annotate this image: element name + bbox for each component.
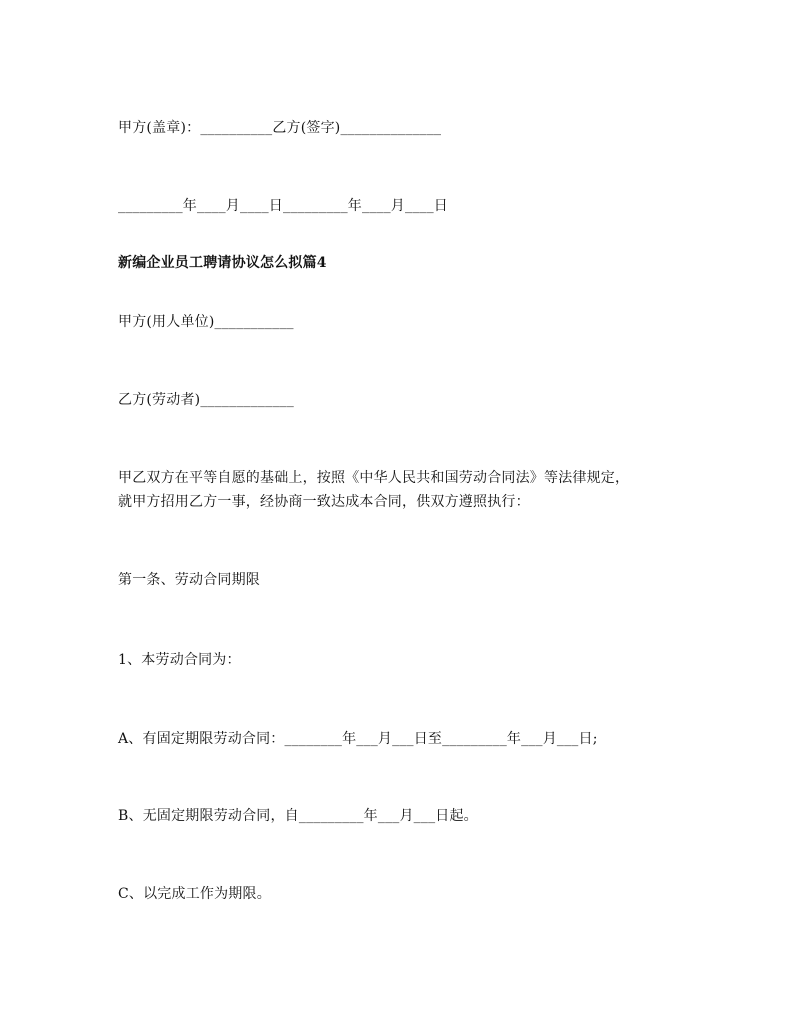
party-a-line: 甲方(用人单位)___________ (118, 314, 294, 330)
clause-1: 1、本劳动合同为： (118, 652, 241, 668)
article-1-title: 第一条、劳动合同期限 (118, 572, 260, 588)
option-c: C、以完成工作为期限。 (118, 886, 271, 902)
date-line: _________年____月____日_________年____月____日 (118, 198, 448, 214)
signature-line: 甲方(盖章)：__________乙方(签字)______________ (118, 120, 442, 136)
option-a: A、有固定期限劳动合同：________年___月___日至_________年___月___日; (118, 731, 598, 747)
party-b-line: 乙方(劳动者)_____________ (118, 392, 294, 408)
option-b: B、无固定期限劳动合同，自_________年___月___日起。 (118, 808, 478, 824)
section-title: 新编企业员工聘请协议怎么拟篇4 (118, 255, 327, 271)
intro-paragraph: 甲乙双方在平等自愿的基础上，按照《中华人民共和国劳动合同法》等法律规定， 就甲方招用乙方一事，经协商一致达成本合同，供双方遵照执行： (118, 470, 630, 510)
